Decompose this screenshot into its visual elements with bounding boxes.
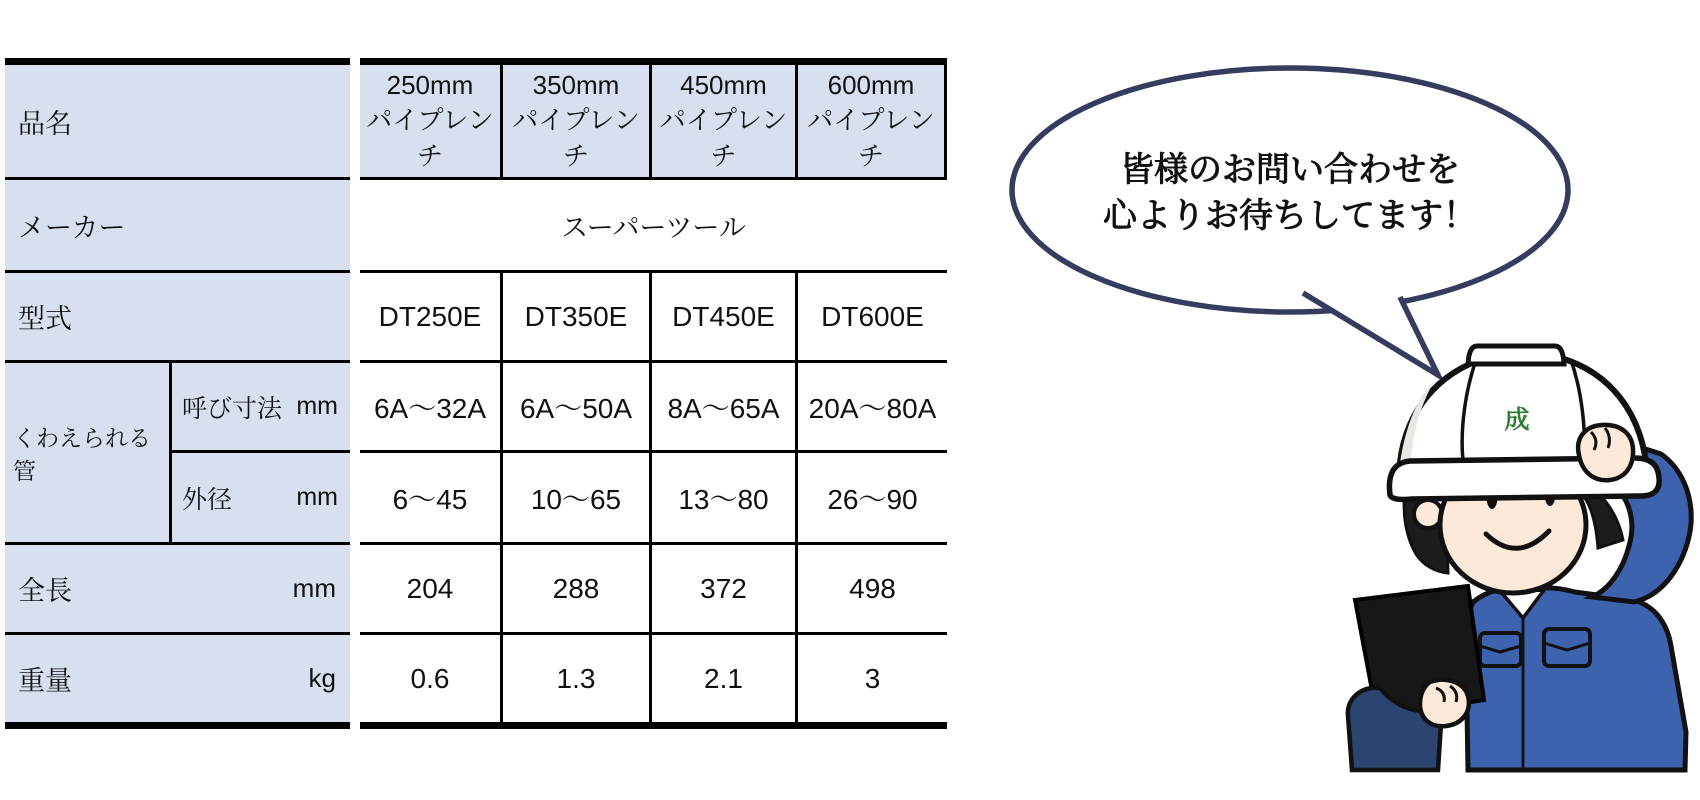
table-cell: DT450E bbox=[652, 273, 798, 360]
spec-table-data-columns bbox=[360, 58, 947, 729]
row-unit: mm bbox=[296, 392, 338, 420]
nominal-size-row bbox=[360, 363, 947, 453]
model-row bbox=[360, 273, 947, 363]
product-type: パイプレンチ bbox=[659, 105, 788, 171]
uniform-torso bbox=[1466, 588, 1686, 770]
product-size: 450mm bbox=[680, 70, 767, 101]
table-cell: 26〜90 bbox=[827, 483, 918, 515]
table-cell: 288 bbox=[503, 545, 652, 632]
helmet-top-cap bbox=[1468, 346, 1564, 364]
maker-row bbox=[360, 180, 947, 273]
table-cell: 204 bbox=[360, 545, 503, 632]
spec-table-label-column bbox=[5, 58, 350, 729]
maker-value: スーパーツール bbox=[360, 180, 947, 270]
row-label: メーカー bbox=[18, 212, 126, 243]
row-label: 全長 bbox=[18, 576, 72, 606]
label-row-product-name bbox=[5, 65, 350, 180]
product-type: パイプレンチ bbox=[512, 105, 640, 171]
header-cell bbox=[503, 65, 652, 177]
row-label: 外径 bbox=[182, 485, 233, 514]
product-type: パイプレンチ bbox=[366, 105, 494, 171]
raised-hand bbox=[1578, 425, 1633, 480]
table-cell: 6A〜32A bbox=[360, 363, 503, 450]
table-cell: 3 bbox=[864, 662, 881, 694]
header-cell bbox=[360, 65, 503, 177]
table-cell: 13〜80 bbox=[652, 453, 798, 542]
label-row-maker bbox=[5, 180, 350, 273]
chest-pocket-left bbox=[1480, 633, 1521, 666]
header-cell bbox=[652, 65, 798, 177]
speech-bubble-outline bbox=[1012, 68, 1568, 312]
table-cell: 498 bbox=[849, 572, 896, 604]
header-cell bbox=[798, 65, 947, 177]
row-label: 重量 bbox=[18, 666, 72, 696]
product-type: パイプレンチ bbox=[807, 105, 935, 171]
label-group-pipe-capacity bbox=[5, 363, 350, 545]
table-cell: 10〜65 bbox=[503, 453, 652, 542]
group-label: くわえられる管 bbox=[5, 363, 172, 542]
weight-row bbox=[360, 635, 947, 722]
table-cell: DT600E bbox=[821, 300, 924, 332]
product-size: 600mm bbox=[827, 70, 915, 101]
table-cell: 1.3 bbox=[503, 635, 652, 722]
label-row-weight bbox=[5, 635, 350, 722]
row-unit: mm bbox=[296, 483, 338, 511]
overall-length-row bbox=[360, 545, 947, 635]
table-cell: 6A〜50A bbox=[503, 363, 652, 450]
header-row bbox=[360, 65, 947, 180]
table-cell: 6〜45 bbox=[360, 453, 503, 542]
chest-pocket-right bbox=[1544, 629, 1590, 666]
speech-bubble-line1: 皆様のお問い合わせを bbox=[1120, 151, 1460, 189]
label-row-model bbox=[5, 273, 350, 363]
worker-illustration bbox=[1230, 300, 1700, 800]
row-label: 品名 bbox=[18, 108, 72, 139]
table-cell: 2.1 bbox=[652, 635, 798, 722]
row-label: 型式 bbox=[18, 304, 72, 334]
product-size: 350mm bbox=[532, 70, 620, 101]
row-unit: mm bbox=[292, 573, 336, 603]
sublabel-outer-diameter bbox=[172, 453, 350, 542]
helmet-mark-text: 成 bbox=[1504, 406, 1530, 434]
group-sublabels bbox=[172, 363, 350, 542]
table-cell: DT250E bbox=[360, 273, 503, 360]
product-size: 250mm bbox=[386, 70, 474, 101]
table-cell: DT350E bbox=[503, 273, 652, 360]
speech-bubble-line2: 心よりお待ちしてます！ bbox=[1103, 197, 1477, 235]
table-cell: 8A〜65A bbox=[652, 363, 798, 450]
table-cell: 0.6 bbox=[360, 635, 503, 722]
sublabel-nominal-size bbox=[172, 363, 350, 453]
table-cell: 20A〜80A bbox=[808, 392, 937, 424]
left-hand bbox=[1420, 680, 1469, 727]
row-label: 呼び寸法 bbox=[182, 394, 283, 423]
label-row-overall-length bbox=[5, 545, 350, 635]
table-cell: 372 bbox=[652, 545, 798, 632]
outer-diameter-row bbox=[360, 453, 947, 545]
row-unit: kg bbox=[308, 663, 336, 693]
